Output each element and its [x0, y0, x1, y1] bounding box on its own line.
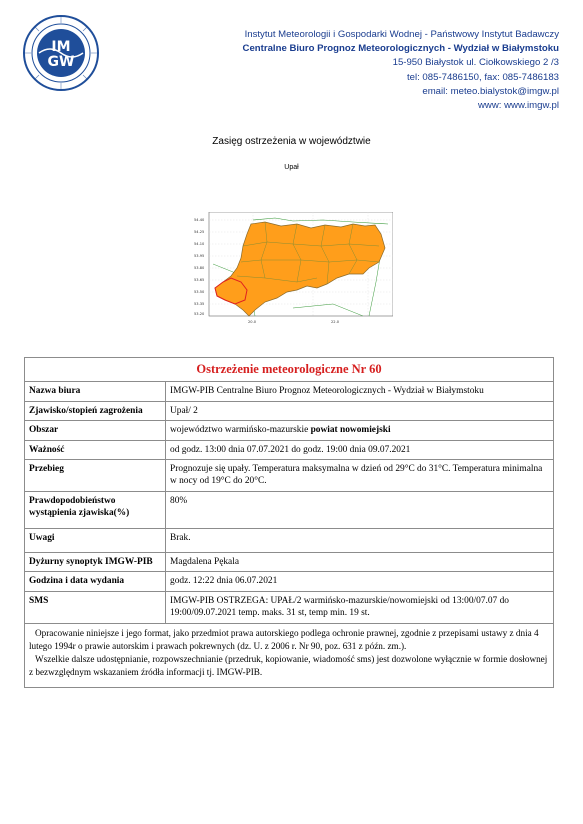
table-row — [25, 572, 554, 591]
remarks-value: Brak. — [166, 528, 554, 552]
warning-map — [193, 212, 393, 328]
lat-label: 53.50 — [194, 290, 205, 294]
website-link[interactable]: www: www.imgw.pl — [477, 100, 559, 112]
lon-label: 22.0 — [331, 320, 340, 324]
table-row — [25, 401, 554, 420]
svg-text:IM: IM — [51, 39, 71, 55]
copyright-note-2: Wszelkie dalsze udostępnianie, rozpowszechnianie (przedruk, kopiowanie, wiadomość sms) jest dozwolone wyłącznie w formie dosłownej z bezwzględnym wskazaniem źródła informacji tj. IMGW-PIB. — [29, 653, 548, 677]
row-label: SMS — [25, 591, 166, 623]
phone-fax: tel: 085-7486150, fax: 085-7486183 — [406, 71, 559, 83]
map-title: Zasięg ostrzeżenia w województwie — [212, 136, 371, 147]
area-region: województwo warmińsko-mazurskie — [170, 425, 311, 436]
table-row — [25, 440, 554, 459]
map-subtitle: Upał — [284, 164, 299, 171]
row-label: Ważność — [25, 440, 166, 459]
imgw-logo — [22, 14, 100, 92]
lat-label: 53.80 — [194, 266, 205, 270]
copyright-note-1: Opracowanie niniejsze i jego format, jako przedmiot prawa autorskiego podlega ochronie prawnej, zgodnie z przepisami ustawy z dnia 4 lutego 1994r o prawie autorskim i prawach pokrewnych (dz. U. z 2006 r. Nr 90, poz. 631 z późn. zm.). — [29, 627, 539, 651]
table-row — [25, 421, 554, 440]
map-lon-labels — [248, 320, 340, 324]
lat-label: 53.65 — [194, 278, 205, 282]
row-label: Prawdopodobieństwo wystąpienia zjawiska(%) — [25, 491, 166, 528]
svg-text:GW: GW — [47, 54, 75, 70]
probability-value: 80% — [166, 491, 554, 528]
lat-label: 54.25 — [194, 230, 205, 234]
row-label: Uwagi — [25, 528, 166, 552]
sms-value: IMGW-PIB OSTRZEGA: UPAŁ/2 warmińsko-mazurskie/nowomiejski od 13:00/07.07 do 19:00/09.07.2021 temp. maks. 31 st, temp min. 19 st. — [166, 591, 554, 623]
table-row — [25, 382, 554, 401]
lat-label: 54.10 — [194, 242, 205, 246]
warning-title: Ostrzeżenie meteorologiczne Nr 60 — [25, 358, 554, 382]
phenomenon-value: Upał/ 2 — [166, 401, 554, 420]
map-lat-labels — [194, 218, 205, 316]
issued-value: godz. 12:22 dnia 06.07.2021 — [166, 572, 554, 591]
row-label: Godzina i data wydania — [25, 572, 166, 591]
lat-label: 54.40 — [194, 218, 205, 222]
row-label: Dyżurny synoptyk IMGW-PIB — [25, 553, 166, 572]
row-label: Zjawisko/stopień zagrożenia — [25, 401, 166, 420]
row-label: Nazwa biura — [25, 382, 166, 401]
warning-table — [24, 357, 554, 688]
row-label: Obszar — [25, 421, 166, 440]
institute-name: Instytut Meteorologii i Gospodarki Wodnej - Państwowy Instytut Badawczy — [244, 29, 559, 40]
lat-label: 53.35 — [194, 302, 205, 306]
area-county: powiat nowomiejski — [310, 425, 391, 436]
office-name: Centralne Biuro Prognoz Meteorologicznych - Wydział w Białymstoku — [242, 43, 559, 55]
table-row — [25, 491, 554, 528]
address: 15-950 Białystok ul. Ciołkowskiego 2 /3 — [392, 57, 559, 69]
table-row — [25, 460, 554, 492]
institute-header — [179, 28, 559, 113]
course-value: Prognozuje się upały. Temperatura maksymalna w dzień od 29°C do 31°C. Temperatura minimalna w nocy od 19°C do 20°C. — [166, 460, 554, 492]
lat-label: 53.20 — [194, 312, 205, 316]
forecaster-value: Magdalena Pękala — [166, 553, 554, 572]
table-row — [25, 528, 554, 552]
office-value: IMGW-PIB Centralne Biuro Prognoz Meteorologicznych - Wydział w Białymstoku — [166, 382, 554, 401]
copyright-note — [25, 623, 554, 687]
validity-value: od godz. 13:00 dnia 07.07.2021 do godz. 19:00 dnia 09.07.2021 — [166, 440, 554, 459]
email-link[interactable]: email: meteo.bialystok@imgw.pl — [422, 85, 559, 97]
lon-label: 20.0 — [248, 320, 257, 324]
area-value — [166, 421, 554, 440]
lat-label: 53.95 — [194, 254, 205, 258]
table-row — [25, 591, 554, 623]
row-label: Przebieg — [25, 460, 166, 492]
table-row — [25, 553, 554, 572]
